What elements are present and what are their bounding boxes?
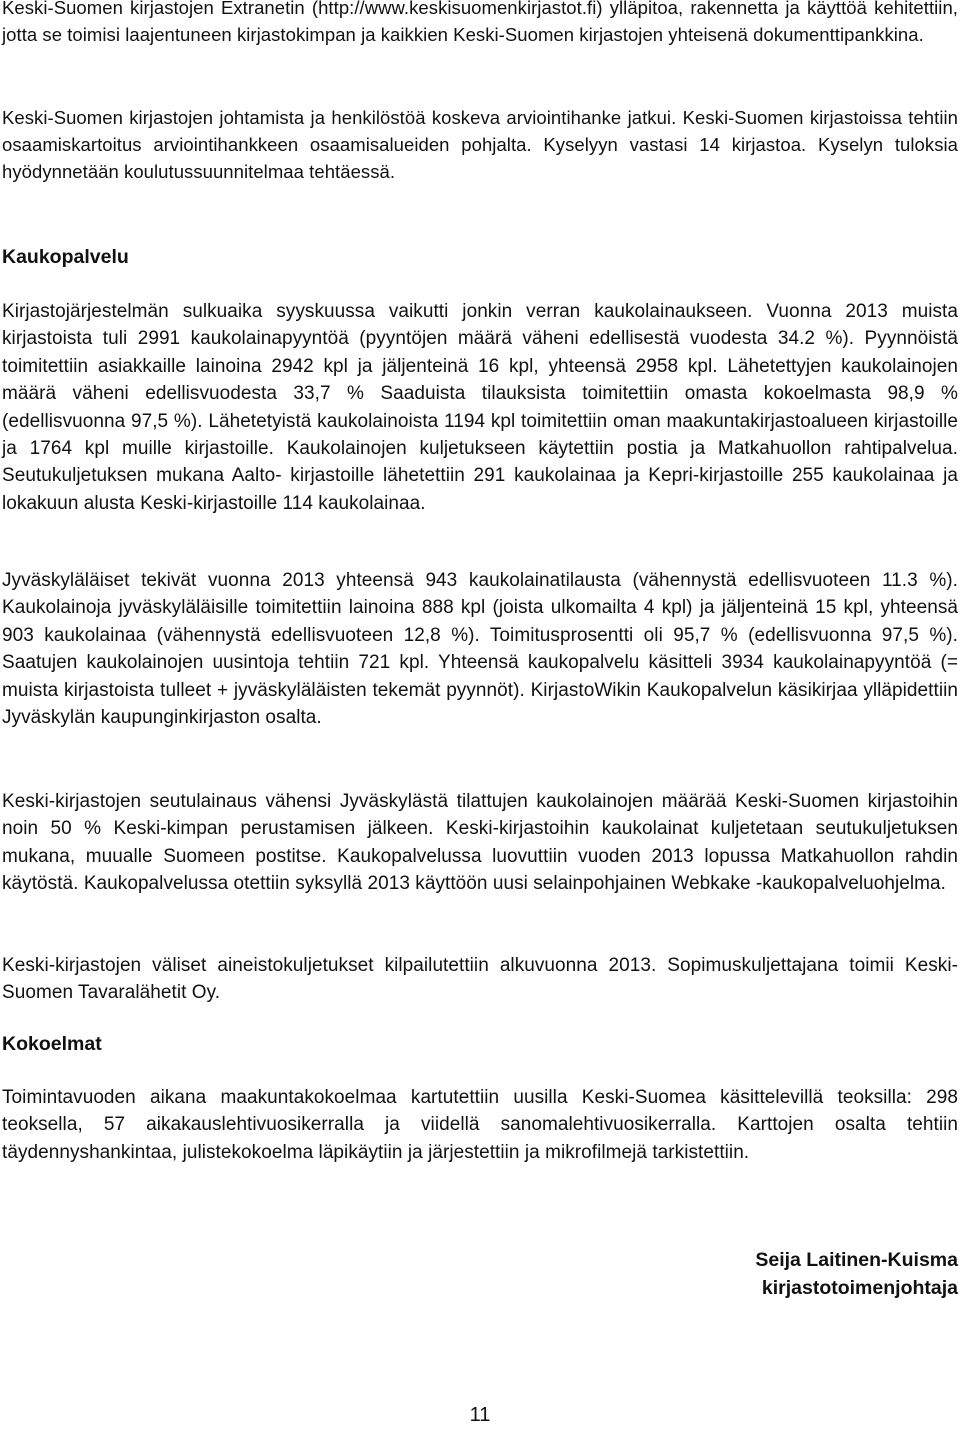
paragraph-jyvaskylalaiset: Jyväskyläläiset tekivät vuonna 2013 yhteensä 943 kaukolainatilausta (vähennystä edellisvuoteen 11.3 %). Kaukolainoja jyväskyläläisille toimitettiin lainoina 888 kpl (joista ulkomailta 4 kpl) ja jäljenteinä 15 kpl, yhteensä 903 kaukolainaa (vähennystä edellisvuoteen 12,8 %). Toimitusprosentti oli 95,7 % (edellisvuonna 97,5 %). Saatujen kaukolainojen uusintoja tehtiin 721 kpl. Yhteensä kaukopalvelu käsitteli 3934 kaukolainapyyntöä (= muista kirjastoista tulleet + jyväskyläläisten tekemät pyynnöt). KirjastoWikin Kaukopalvelun käsikirjaa ylläpidettiin Jyväskylän kaupunginkirjaston osalta.: [2, 570, 958, 729]
paragraph-aineistokuljetukset: Keski-kirjastojen väliset aineistokuljetukset kilpailutettiin alkuvuonna 2013. Sopimuskuljettajana toimii Keski-Suomen Tavaralähetit Oy.: [2, 955, 958, 1004]
page-number: 11: [469, 1404, 491, 1426]
paragraph-extranet: Keski-Suomen kirjastojen Extranetin (http://www.keskisuomenkirjastot.fi) ylläpitoa, rakennetta ja käyttöä kehitettiin, jotta se toimisi laajentuneen kirjastokimpan ja kaikkien Keski-Suomen kirjastojen yhteisenä dokumenttipankkina.: [2, 0, 958, 45]
signature: [755, 1246, 958, 1302]
paragraph-seutulainaus: Keski-kirjastojen seutulainaus vähensi Jyväskylästä tilattujen kaukolainojen määrää Keski-Suomen kirjastoihin noin 50 % Keski-kimpan perustamisen jälkeen. Keski-kirjastoihin kaukolainat kuljetetaan seutukuljetuksen mukana, muualle Suomeen postitse. Kaukopalvelussa luovuttiin vuoden 2013 lopussa Matkahuollon rahdin käytöstä. Kaukopalvelussa otettiin syksyllä 2013 käyttöön uusi selainpohjainen Webkake -kaukopalveluohjelma.: [2, 791, 958, 895]
paragraph-kokoelmat: Toimintavuoden aikana maakuntakokoelmaa kartutettiin uusilla Keski-Suomea käsittelevillä teoksilla: 298 teoksella, 57 aikakauslehtivuosikerralla ja viidellä sanomalehtivuosikerralla. Karttojen osalta tehtiin täydennyshankintaa, julistekokoelma läpikäytiin ja järjestettiin ja mikrofilmejä tarkistettiin.: [2, 1087, 958, 1163]
heading-kaukopalvelu: Kaukopalvelu: [2, 246, 129, 268]
paragraph-kaukolainaus: Kirjastojärjestelmän sulkuaika syyskuussa vaikutti jonkin verran kaukolainaukseen. Vuonna 2013 muista kirjastoista tuli 2991 kaukolainapyyntöä (pyyntöjen määrä väheni edellisestä vuodesta 34.2 %). Pyynnöistä toimitettiin asiakkaille lainoina 2942 kpl ja jäljenteinä 16 kpl, yhteensä 2958 kpl. Lähetettyjen kaukolainojen määrä väheni edellisvuodesta 33,7 % Saaduista tilauksista toimitettiin omasta kokoelmasta 98,9 % (edellisvuonna 97,5 %). Lähetetyistä kaukolainoista 1194 kpl toimitettiin oman maakuntakirjastoalueen kirjastoille ja 1764 kpl muille kirjastoille. Kaukolainojen kuljetukseen käytettiin postia ja Matkahuollon rahtipalvelua. Seutukuljetuksen mukana Aalto- kirjastoille lähetettiin 291 kaukolainaa ja Kepri-kirjastoille 255 kaukolainaa ja lokakuun alusta Keski-kirjastoille 114 kaukolainaa.: [2, 301, 958, 514]
signature-title: kirjastotoimenjohtaja: [761, 1277, 958, 1299]
heading-kokoelmat: Kokoelmat: [2, 1033, 102, 1055]
signature-name: Seija Laitinen-Kuisma: [755, 1249, 958, 1271]
paragraph-arviointihanke: Keski-Suomen kirjastojen johtamista ja henkilöstöä koskeva arviointihanke jatkui. Keski-Suomen kirjastoissa tehtiin osaamiskartoitus arviointihankkeen osaamisalueiden pohjalta. Kyselyyn vastasi 14 kirjastoa. Kyselyn tuloksia hyödynnetään koulutussuunnitelmaa tehtäessä.: [2, 107, 958, 182]
